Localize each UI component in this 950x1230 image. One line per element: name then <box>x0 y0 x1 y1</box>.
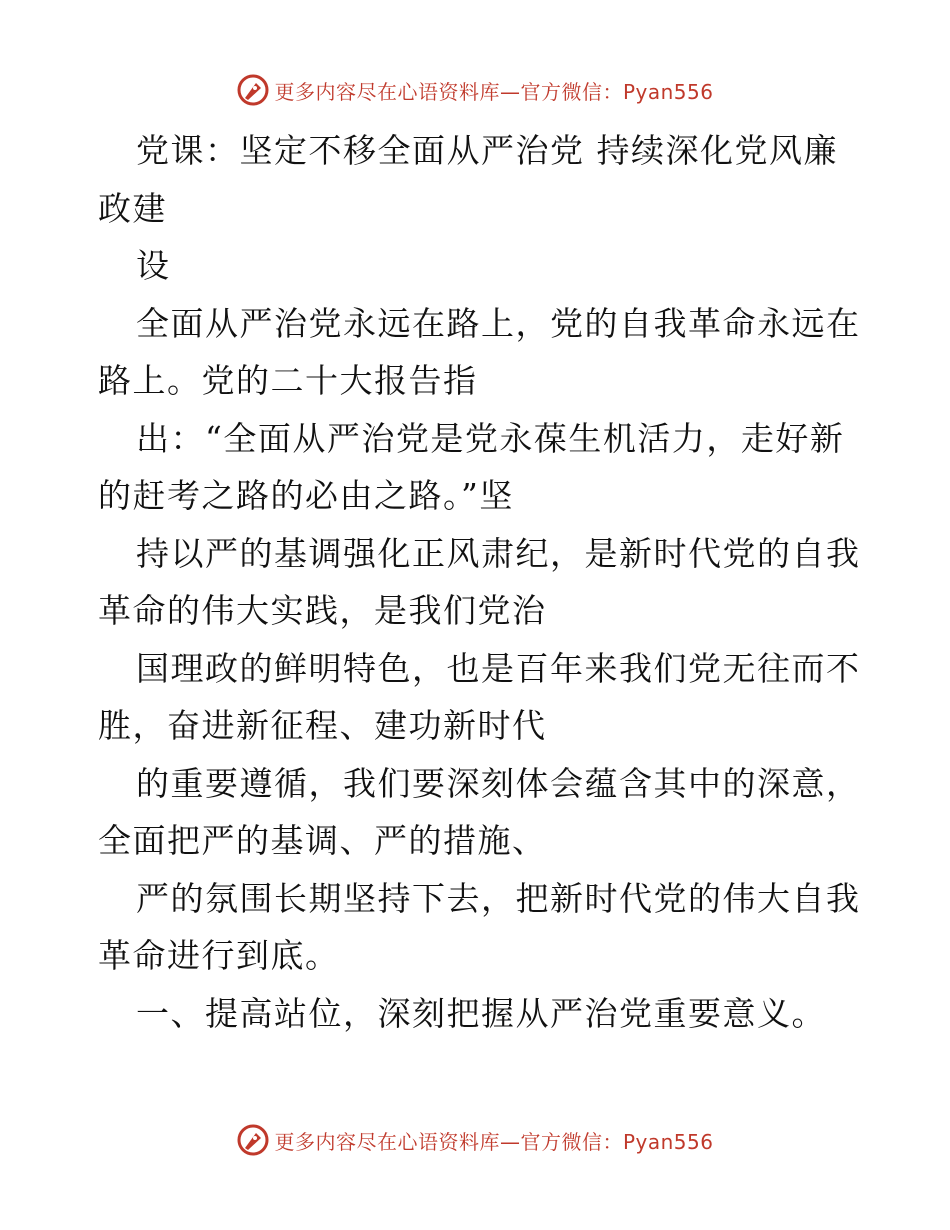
header-banner-text: 更多内容尽在心语资料库—官方微信：Pyan556 <box>274 79 714 104</box>
paragraph <box>98 237 858 295</box>
paragraph <box>98 640 861 755</box>
paragraph-line: 路上。党的二十大报告指 <box>98 361 478 400</box>
paragraph <box>98 122 858 237</box>
paragraph-line: 设 <box>136 246 171 285</box>
paragraph <box>98 755 861 870</box>
footer-banner-text: 更多内容尽在心语资料库—官方微信：Pyan556 <box>274 1129 714 1154</box>
pen-nib-logo-icon <box>236 73 270 107</box>
paragraph-line: 一、提高站位，深刻把握从严治党重要意义。 <box>136 993 826 1033</box>
paragraph-line: 革命进行到底。 <box>98 936 340 975</box>
paragraph <box>98 985 858 1043</box>
paragraph <box>98 410 858 525</box>
paragraph-line: 的赶考之路的必由之路。”坚 <box>98 476 514 515</box>
paragraph-line: 政建 <box>98 188 167 228</box>
paragraph-line: 全面从严治党永远在路上，党的自我革命永远在 <box>136 303 861 343</box>
paragraph-line: 国理政的鲜明特色，也是百年来我们党无往而不 <box>136 648 861 688</box>
paragraph <box>98 295 861 410</box>
paragraph-line: 持以严的基调强化正风肃纪，是新时代党的自我 <box>136 533 861 573</box>
paragraph <box>98 525 861 640</box>
paragraph-line: 胜，奋进新征程、建功新时代 <box>98 706 547 745</box>
document-body <box>98 122 861 1042</box>
paragraph-line: 严的氛围长期坚持下去，把新时代党的伟大自我 <box>136 878 861 918</box>
paragraph-line: 革命的伟大实践，是我们党治 <box>98 591 547 630</box>
pen-nib-logo-icon <box>236 1123 270 1157</box>
header-banner <box>0 70 950 110</box>
footer-banner <box>0 1120 950 1160</box>
paragraph <box>98 870 861 985</box>
paragraph-line: 全面把严的基调、严的措施、 <box>98 821 547 860</box>
paragraph-line: 的重要遵循，我们要深刻体会蕴含其中的深意， <box>136 763 861 803</box>
paragraph-line: 党课：坚定不移全面从严治党 持续深化党风廉 <box>136 131 838 170</box>
paragraph-line: 出：“全面从严治党是党永葆生机活力，走好新 <box>136 418 845 458</box>
